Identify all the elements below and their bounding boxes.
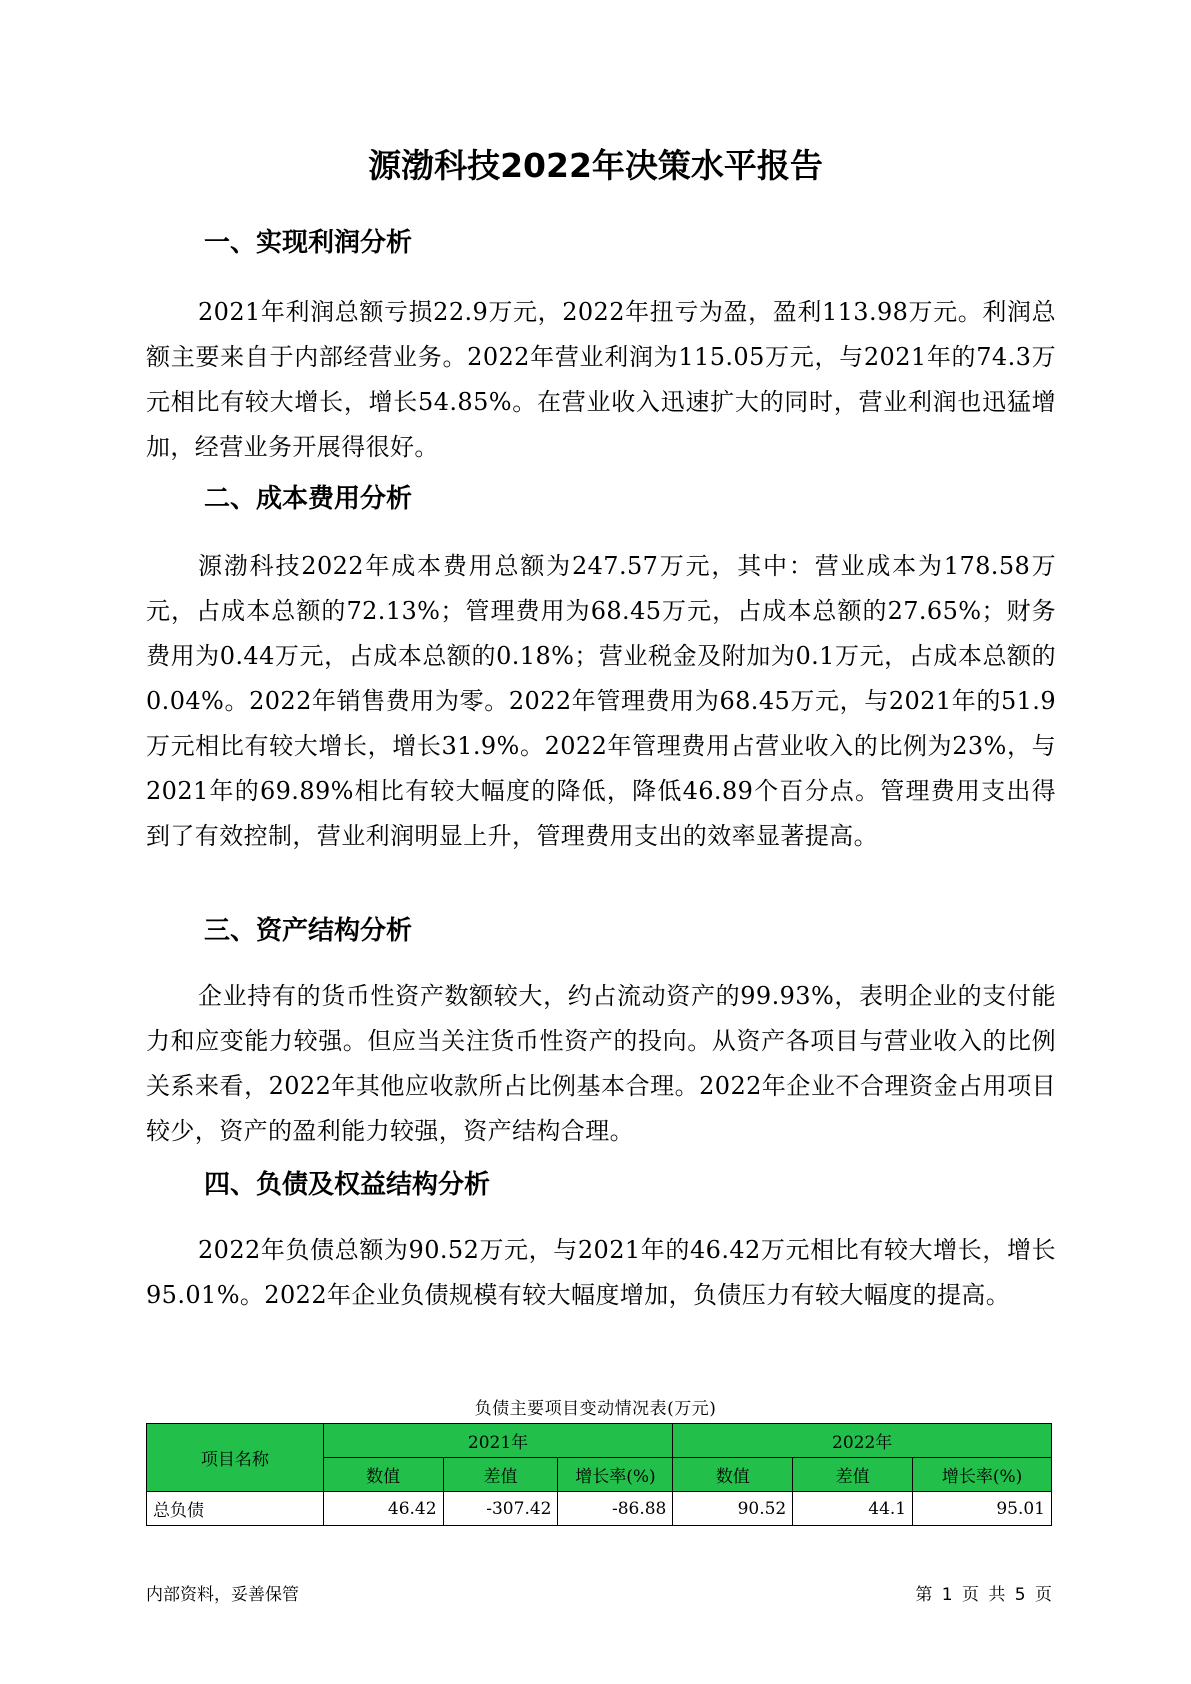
section-body-cost: 源渤科技2022年成本费用总额为247.57万元，其中：营业成本为178.58万元，占成本总额的72.13%；管理费用为68.45万元，占成本总额的27.65%；财务费用为0.44万元，占成本总额的0.18%；营业税金及附加为0.1万元，占成本总额的0.04%。2022年销售费用为零。2022年管理费用为68.45万元，与2021年的51.9万元相比有较大增长，增长31.9%。2022年管理费用占营业收入的比例为23%，与2021年的69.89%相比有较大幅度的降低，降低46.89个百分点。管理费用支出得到了有效控制，营业利润明显上升，管理费用支出的效率显著提高。 [146,552,1056,850]
cell-2022-rate: 95.01 [913,1492,1052,1526]
footer-page-number: 第 1 页 共 5 页 [915,1585,1052,1605]
cell-2022-diff: 44.1 [793,1492,913,1526]
header-2022-value: 数值 [673,1458,793,1492]
cell-2021-rate: -86.88 [558,1492,673,1526]
cell-2021-diff: -307.42 [443,1492,558,1526]
section-body-assets: 企业持有的货币性资产数额较大，约占流动资产的99.93%，表明企业的支付能力和应变能力较强。但应当关注货币性资产的投向。从资产各项目与营业收入的比例关系来看，2022年其他应收款所占比例基本合理。2022年企业不合理资金占用项目较少，资产的盈利能力较强，资产结构合理。 [146,982,1056,1145]
header-2021-diff: 差值 [443,1458,558,1492]
cell-2021-value: 46.42 [323,1492,443,1526]
section-heading-assets: 三、资产结构分析 [204,916,413,946]
header-year-2022: 2022年 [673,1424,1052,1458]
table-row [147,1492,1052,1526]
row-name: 总负债 [147,1492,324,1526]
header-2022-rate: 增长率(%) [913,1458,1052,1492]
header-2021-rate: 增长率(%) [558,1458,673,1492]
table-header-row-years [147,1424,1052,1458]
section-body-profit: 2021年利润总额亏损22.9万元，2022年扭亏为盈，盈利113.98万元。利润总额主要来自于内部经营业务。2022年营业利润为115.05万元，与2021年的74.3万元相比有较大增长，增长54.85%。在营业收入迅速扩大的同时，营业利润也迅猛增加，经营业务开展得很好。 [146,298,1056,461]
header-2021-value: 数值 [323,1458,443,1492]
header-year-2021: 2021年 [323,1424,673,1458]
header-item-name: 项目名称 [147,1424,324,1492]
cell-2022-value: 90.52 [673,1492,793,1526]
liabilities-table [146,1423,1052,1526]
section-heading-cost: 二、成本费用分析 [204,484,413,514]
section-heading-liabilities: 四、负债及权益结构分析 [204,1170,491,1200]
section-body-liabilities: 2022年负债总额为90.52万元，与2021年的46.42万元相比有较大增长，增长95.01%。2022年企业负债规模有较大幅度增加，负债压力有较大幅度的提高。 [146,1236,1056,1309]
header-2022-diff: 差值 [793,1458,913,1492]
table-caption: 负债主要项目变动情况表(万元) [474,1399,717,1419]
section-heading-profit: 一、实现利润分析 [204,228,413,258]
page-title: 源渤科技2022年决策水平报告 [368,146,823,185]
footer-confidential-note: 内部资料，妥善保管 [146,1585,299,1605]
